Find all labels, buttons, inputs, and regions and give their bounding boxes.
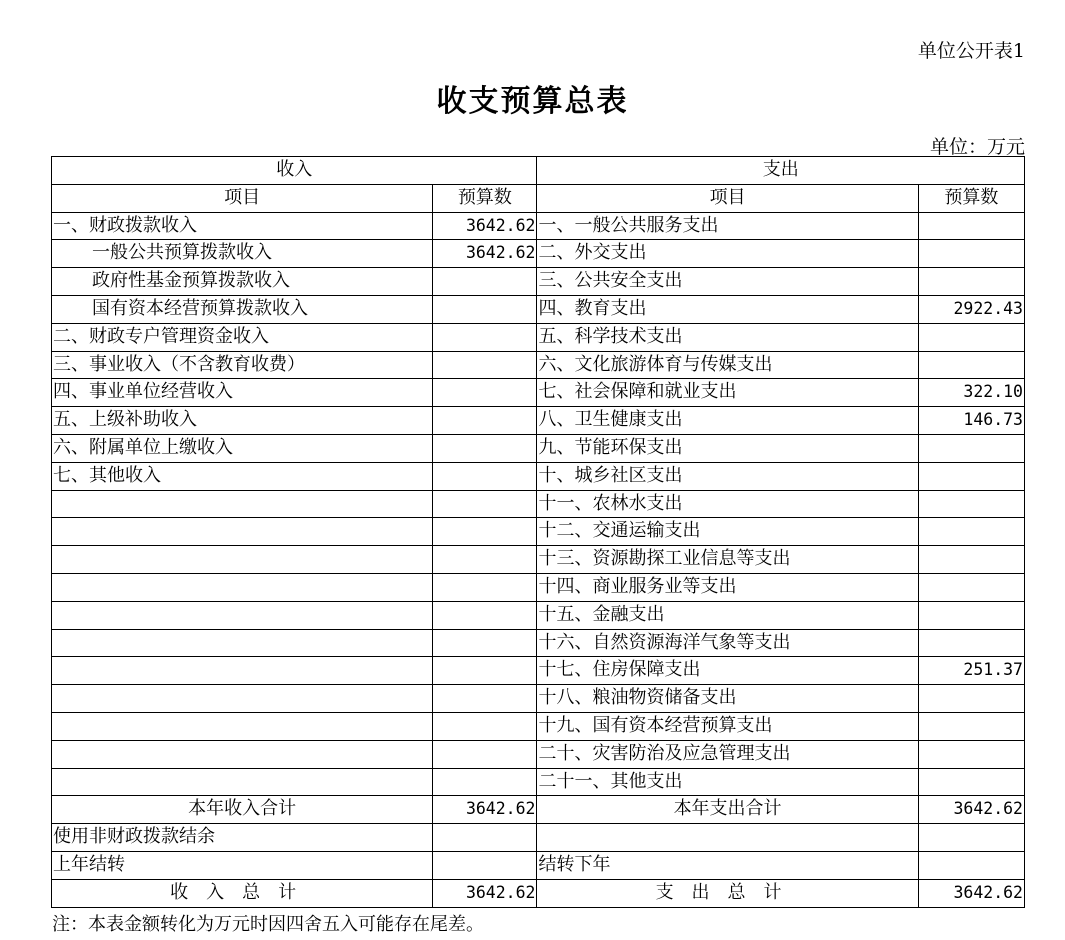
income-subtotal-label: 本年收入合计 (52, 796, 433, 824)
income-item-cell (52, 712, 433, 740)
table-row (52, 712, 1025, 740)
expense-item-cell: 十八、粮油物资储备支出 (537, 685, 918, 713)
income-amount-cell (433, 629, 537, 657)
income-amount-cell (433, 601, 537, 629)
expense-amount-cell (918, 268, 1024, 296)
expense-item-cell: 十九、国有资本经营预算支出 (537, 712, 918, 740)
carry-row (52, 851, 1025, 879)
income-total-label: 收入总计 (52, 879, 433, 907)
table-row (52, 685, 1025, 713)
total-row (52, 879, 1025, 907)
expense-amount-cell (918, 573, 1024, 601)
income-item-cell: 国有资本经营预算拨款收入 (52, 295, 433, 323)
expense-amount-cell: 251.37 (918, 657, 1024, 685)
expense-amount-header: 预算数 (918, 184, 1024, 212)
unit-label: 单位：万元 (929, 136, 1025, 158)
table-row (52, 462, 1025, 490)
income-amount-cell (433, 712, 537, 740)
expense-amount-cell (918, 768, 1024, 796)
column-header-row (52, 184, 1025, 212)
table-row (52, 295, 1025, 323)
expense-total-amount: 3642.62 (918, 879, 1024, 907)
table-row (52, 268, 1025, 296)
balance-used-amount (433, 824, 537, 852)
expense-item-cell: 五、科学技术支出 (537, 323, 918, 351)
income-total-amount: 3642.62 (433, 879, 537, 907)
income-amount-cell (433, 518, 537, 546)
income-item-cell (52, 518, 433, 546)
expense-amount-cell (918, 240, 1024, 268)
expense-amount-cell (918, 351, 1024, 379)
table-row (52, 629, 1025, 657)
income-item-cell (52, 740, 433, 768)
table-row (52, 490, 1025, 518)
income-amount-cell (433, 407, 537, 435)
income-amount-cell (433, 351, 537, 379)
balance-used-label: 使用非财政拨款结余 (52, 824, 433, 852)
income-item-cell: 一、财政拨款收入 (52, 212, 433, 240)
expense-item-cell: 九、节能环保支出 (537, 434, 918, 462)
expense-subtotal-label: 本年支出合计 (537, 796, 918, 824)
expense-amount-cell (918, 434, 1024, 462)
income-item-cell: 五、上级补助收入 (52, 407, 433, 435)
expense-amount-cell (918, 462, 1024, 490)
expense-amount-cell: 322.10 (918, 379, 1024, 407)
table-row (52, 601, 1025, 629)
carry-in-amount (433, 851, 537, 879)
form-number: 单位公开表1 (917, 40, 1025, 62)
income-amount-header: 预算数 (433, 184, 537, 212)
expense-amount-cell (918, 323, 1024, 351)
subtotal-row (52, 796, 1025, 824)
expense-item-cell: 七、社会保障和就业支出 (537, 379, 918, 407)
table-row (52, 407, 1025, 435)
income-item-cell (52, 601, 433, 629)
expense-item-cell: 三、公共安全支出 (537, 268, 918, 296)
expense-item-cell: 十、城乡社区支出 (537, 462, 918, 490)
table-row (52, 518, 1025, 546)
table-row (52, 740, 1025, 768)
expense-amount-cell (918, 546, 1024, 574)
income-item-cell: 三、事业收入（不含教育收费） (52, 351, 433, 379)
expense-header: 支出 (537, 157, 1025, 185)
income-amount-cell (433, 546, 537, 574)
table-row (52, 434, 1025, 462)
table-row (52, 351, 1025, 379)
income-amount-cell (433, 657, 537, 685)
table-row (52, 546, 1025, 574)
expense-amount-cell (918, 518, 1024, 546)
footnote: 注：本表金额转化为万元时因四舍五入可能存在尾差。 (52, 914, 484, 935)
expense-amount-cell (918, 740, 1024, 768)
expense-amount-cell (918, 490, 1024, 518)
income-amount-cell (433, 685, 537, 713)
income-amount-cell (433, 295, 537, 323)
income-amount-cell (433, 268, 537, 296)
budget-table (51, 156, 1025, 908)
income-item-cell (52, 546, 433, 574)
balance-used-out-amount (918, 824, 1024, 852)
expense-amount-cell: 2922.43 (918, 295, 1024, 323)
page-title: 收支预算总表 (436, 84, 629, 119)
expense-amount-cell (918, 601, 1024, 629)
carry-out-amount (918, 851, 1024, 879)
income-item-cell: 四、事业单位经营收入 (52, 379, 433, 407)
income-item-header: 项目 (52, 184, 433, 212)
income-amount-cell (433, 434, 537, 462)
income-header: 收入 (52, 157, 537, 185)
balance-used-row (52, 824, 1025, 852)
income-amount-cell (433, 740, 537, 768)
income-subtotal-amount: 3642.62 (433, 796, 537, 824)
income-item-cell (52, 490, 433, 518)
table-row (52, 323, 1025, 351)
table-row (52, 657, 1025, 685)
expense-item-cell: 十七、住房保障支出 (537, 657, 918, 685)
expense-item-cell: 十五、金融支出 (537, 601, 918, 629)
section-header-row (52, 157, 1025, 185)
expense-amount-cell (918, 212, 1024, 240)
expense-amount-cell: 146.73 (918, 407, 1024, 435)
expense-subtotal-amount: 3642.62 (918, 796, 1024, 824)
income-amount-cell (433, 573, 537, 601)
expense-total-label: 支出总计 (537, 879, 918, 907)
expense-item-cell: 十三、资源勘探工业信息等支出 (537, 546, 918, 574)
income-amount-cell (433, 490, 537, 518)
table-row (52, 573, 1025, 601)
income-amount-cell (433, 462, 537, 490)
income-item-cell: 二、财政专户管理资金收入 (52, 323, 433, 351)
expense-amount-cell (918, 629, 1024, 657)
expense-amount-cell (918, 685, 1024, 713)
expense-item-cell: 二十、灾害防治及应急管理支出 (537, 740, 918, 768)
income-item-cell (52, 573, 433, 601)
expense-item-cell: 四、教育支出 (537, 295, 918, 323)
expense-item-cell: 一、一般公共服务支出 (537, 212, 918, 240)
income-item-cell: 七、其他收入 (52, 462, 433, 490)
income-amount-cell (433, 323, 537, 351)
expense-amount-cell (918, 712, 1024, 740)
carry-in-label: 上年结转 (52, 851, 433, 879)
income-item-cell: 政府性基金预算拨款收入 (52, 268, 433, 296)
carry-out-label: 结转下年 (537, 851, 918, 879)
expense-item-header: 项目 (537, 184, 918, 212)
expense-item-cell: 六、文化旅游体育与传媒支出 (537, 351, 918, 379)
income-amount-cell (433, 768, 537, 796)
expense-item-cell: 二、外交支出 (537, 240, 918, 268)
balance-used-out-label (537, 824, 918, 852)
income-item-cell: 六、附属单位上缴收入 (52, 434, 433, 462)
expense-item-cell: 二十一、其他支出 (537, 768, 918, 796)
expense-item-cell: 十二、交通运输支出 (537, 518, 918, 546)
table-row (52, 768, 1025, 796)
expense-item-cell: 十四、商业服务业等支出 (537, 573, 918, 601)
expense-item-cell: 八、卫生健康支出 (537, 407, 918, 435)
expense-item-cell: 十一、农林水支出 (537, 490, 918, 518)
table-row (52, 212, 1025, 240)
income-amount-cell: 3642.62 (433, 240, 537, 268)
income-item-cell: 一般公共预算拨款收入 (52, 240, 433, 268)
income-amount-cell: 3642.62 (433, 212, 537, 240)
income-item-cell (52, 629, 433, 657)
income-item-cell (52, 657, 433, 685)
table-row (52, 379, 1025, 407)
income-item-cell (52, 685, 433, 713)
expense-item-cell: 十六、自然资源海洋气象等支出 (537, 629, 918, 657)
table-row (52, 240, 1025, 268)
income-item-cell (52, 768, 433, 796)
income-amount-cell (433, 379, 537, 407)
